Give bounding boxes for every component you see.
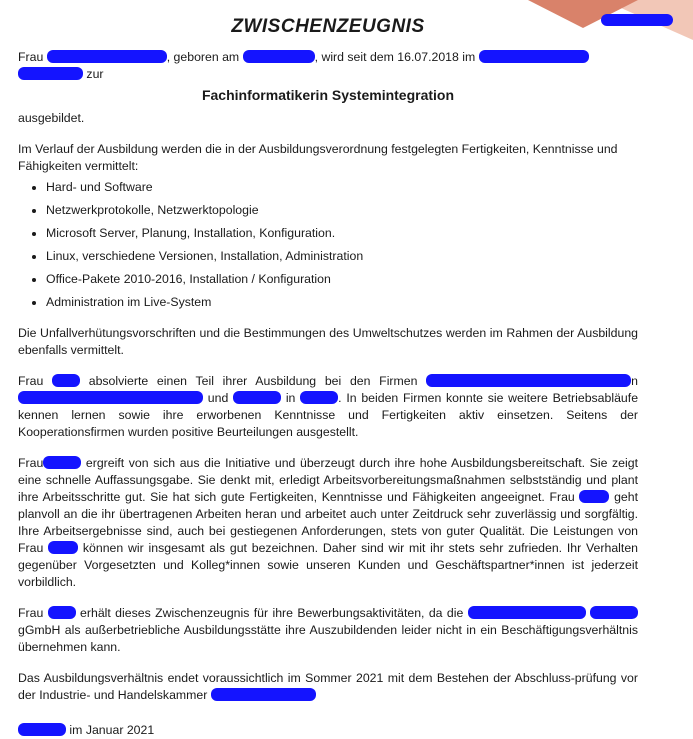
- redaction-company: [590, 606, 638, 619]
- redaction-company: [233, 391, 281, 404]
- eval-text-3: geht planvoll an die ihr übertragenen Arbeiten heran und arbeitet auch unter Zeitdruck sehr zuverlässig und sorgfältig. Ihre Arbeitsergebnisse sind, auch bei gestiegenen Anforderungen, stets von guter Qualität. Die Leistungen von Frau: [18, 490, 639, 555]
- redaction-name: [48, 541, 78, 554]
- application-paragraph: [18, 605, 638, 656]
- skills-list: [18, 179, 638, 311]
- redaction-company: [468, 606, 586, 619]
- eval-text-1: Frau: [18, 456, 44, 470]
- redaction-company: [426, 374, 631, 387]
- safety-paragraph: Die Unfallverhütungsvorschriften und die Bestimmungen des Umweltschutzes werden im Rahmen der Ausbildung ebenfalls vermittelt.: [18, 326, 638, 357]
- application-text-1: Frau: [18, 606, 44, 620]
- redaction-location: [300, 391, 338, 404]
- end-text: Das Ausbildungsverhältnis endet voraussichtlich im Sommer 2021 mit dem Bestehen der Abschluss-prüfung vor der Industrie- und Handelskammer: [18, 671, 638, 702]
- intro-text-2: , geboren am: [166, 50, 240, 64]
- redaction-birthdate: [243, 50, 315, 63]
- list-item: • Netzwerkprotokolle, Netzwerktopologie: [46, 202, 638, 219]
- end-paragraph: [18, 670, 638, 704]
- certificate-document: [18, 18, 638, 739]
- redaction-name: [43, 456, 81, 469]
- ausgebildet-text: ausgebildet.: [18, 111, 85, 125]
- profession-title: Fachinformatikerin Systemintegration: [201, 87, 455, 103]
- companies-text-5: in: [285, 391, 296, 405]
- intro-text-3: , wird seit dem 16.07.2018 im: [314, 50, 476, 64]
- companies-text-2: absolvierte einen Teil ihrer Ausbildung bei den Firmen: [88, 374, 418, 388]
- redaction-city: [18, 723, 66, 736]
- redaction-name: [47, 50, 167, 63]
- intro-paragraph: [18, 49, 638, 83]
- date-text: im Januar 2021: [69, 723, 155, 737]
- eval-text-2: ergreift von sich aus die Initiative und überzeugt durch ihre hohe Ausbildungsbereitschaft. Sie zeigt eine schnelle Auffassungsgabe. Sie denkt mit, erledigt Arbeitsvorbereitungsmaßnahmen selbstständig und plant ihre Arbeitsschritte gut. Sie hat sich gute Fertigkeiten, Kenntnisse und Fähigkeiten angeeignet. Frau: [18, 456, 638, 504]
- intro-text-1: Frau: [18, 50, 44, 64]
- companies-text-4: und: [207, 391, 229, 405]
- application-text-2: erhält dieses Zwischenzeugnis für ihre Bewerbungsaktivitäten, da die: [80, 606, 464, 620]
- companies-text-3: n: [631, 374, 639, 388]
- evaluation-paragraph: [18, 455, 638, 591]
- redaction-company: [18, 391, 203, 404]
- list-item: • Microsoft Server, Planung, Installation, Konfiguration.: [46, 225, 638, 242]
- redaction-location: [18, 67, 83, 80]
- intro-text-4: zur: [86, 67, 104, 81]
- redaction-company: [479, 50, 589, 63]
- list-item: • Office-Pakete 2010-2016, Installation / Konfiguration: [46, 271, 638, 288]
- list-item: • Hard- und Software: [46, 179, 638, 196]
- redaction-name: [52, 374, 80, 387]
- list-item: • Linux, verschiedene Versionen, Installation, Administration: [46, 248, 638, 265]
- companies-text-6: . In beiden Firmen konnte sie weitere Betriebsabläufe kennen lernen sowie ihre erworbenen Kenntnisse und Fertigkeiten aktiv einsetzen. Seitens der Kooperationsfirmen wurden positive Beurteilungen ausgestellt.: [18, 391, 639, 439]
- companies-text-1: Frau: [18, 374, 44, 388]
- redaction-name: [48, 606, 76, 619]
- date-line: [18, 722, 638, 739]
- application-text-3: gGmbH als außerbetriebliche Ausbildungsstätte ihre Auszubildenden leider nicht in ein Beschäftigungsverhältnis übernehmen kann.: [18, 623, 638, 654]
- document-title: ZWISCHENZEUGNIS: [231, 16, 425, 37]
- companies-paragraph: [18, 373, 638, 441]
- redaction-chamber: [211, 688, 316, 701]
- eval-text-4: können wir insgesamt als gut bezeichnen. Daher sind wir mit ihr stets sehr zufrieden. Ihr Verhalten gegenüber Vorgesetzten und Kolleg*innen sowie unseren Kunden und Geschäftspartner*innen ist jederzeit vorbildlich.: [18, 541, 638, 589]
- curriculum-intro: Im Verlauf der Ausbildung werden die in der Ausbildungsverordnung festgelegten Fertigkeiten, Kenntnisse und Fähigkeiten vermittelt:: [18, 142, 618, 173]
- list-item: • Administration im Live-System: [46, 294, 638, 311]
- redaction-name: [579, 490, 609, 503]
